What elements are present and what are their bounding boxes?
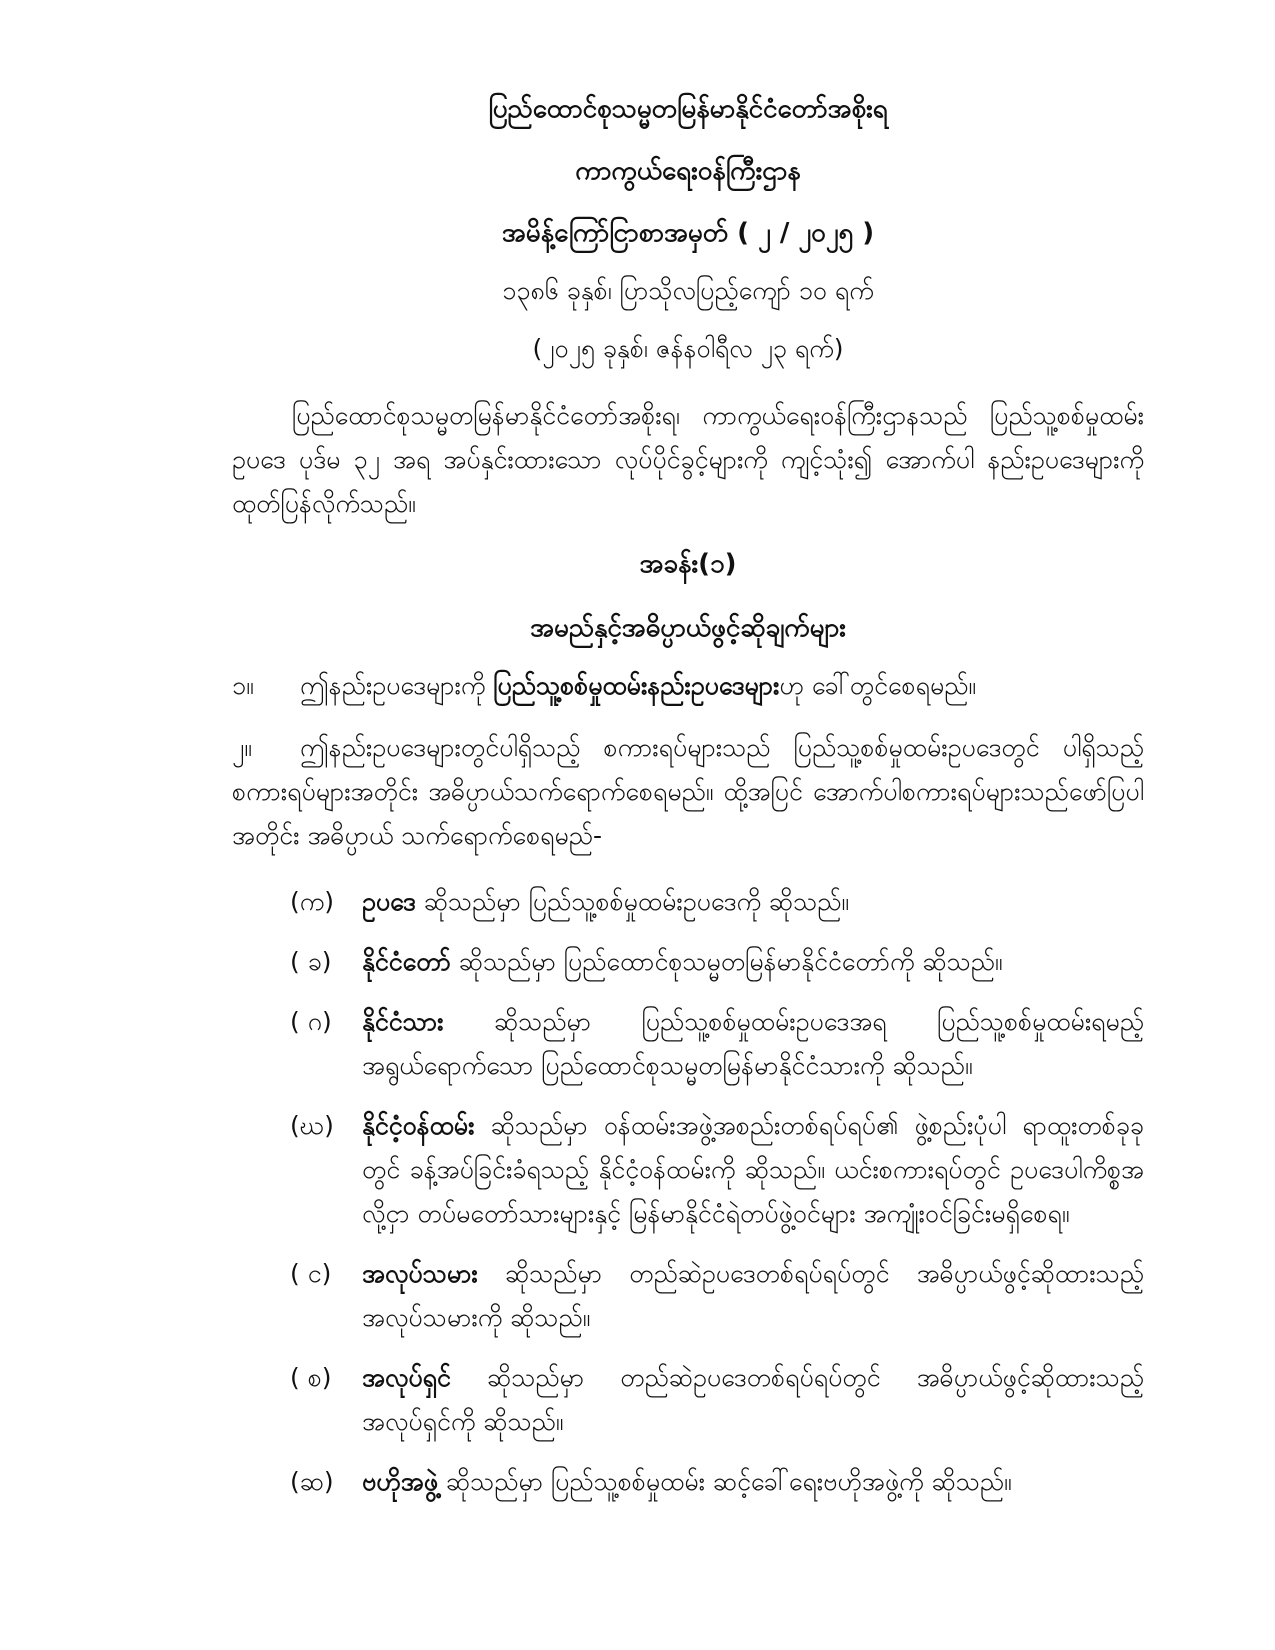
definition-item — [232, 1356, 1144, 1444]
section-number: ၁။ — [232, 671, 254, 700]
definition-label: (ဆ) — [290, 1467, 334, 1496]
definition-text: ဆိုသည်မှာ ဝန်ထမ်းအဖွဲ့အစည်းတစ်ရပ်ရပ်၏ ဖွဲ့စည်းပုံပါ ရာထူးတစ်ခုခုတွင် ခန့်အပ်ခြင်းခံရသည့် နိုင်ငံ့ဝန်ထမ်းကို ဆိုသည်။ ယင်းစကားရပ်တွင် ဥပဒေပါကိစ္စအလို့ငှာ တပ်မတော်သားများနှင့် မြန်မာနိုင်ငံရဲတပ်ဖွဲ့ဝင်များ အကျုံးဝင်ခြင်းမရှိစေရ။ — [362, 1111, 1144, 1228]
definition-item — [232, 1104, 1144, 1236]
section-text: ဤနည်းဥပဒေများတွင်ပါရှိသည့် စကားရပ်များသည် ပြည်သူ့စစ်မှုထမ်းဥပဒေတွင် ပါရှိသည့် စကားရပ်များအတိုင်း အဓိပ္ပာယ်သက်ရောက်စေရမည်။ ထို့အပြင် အောက်ပါစကားရပ်များသည်ဖော်ပြပါအတိုင်း အဓိပ္ပာယ် သက်ရောက်စေရမည်- — [232, 733, 1144, 850]
definition-text: ဆိုသည်မှာ တည်ဆဲဥပဒေတစ်ရပ်ရပ်တွင် အဓိပ္ပာယ်ဖွင့်ဆိုထားသည့် အလုပ်သမားကို ဆိုသည်။ — [362, 1259, 1144, 1332]
section-text: ဤနည်းဥပဒေများကို — [300, 671, 494, 700]
definition-term: အလုပ်ရှင် — [362, 1363, 451, 1392]
definition-label: ( ဂ) — [290, 1007, 332, 1036]
definition-label: (ဃ) — [290, 1111, 334, 1140]
section-number: ၂။ — [232, 733, 252, 762]
definition-text: ဆိုသည်မှာ ပြည်သူ့စစ်မှုထမ်းဥပဒေအရ ပြည်သူ့စစ်မှုထမ်းရမည့် အရွယ်ရောက်သော ပြည်ထောင်စုသမ္မတမြန်မာနိုင်ငံသားကို ဆိုသည်။ — [362, 1007, 1144, 1080]
section-1 — [232, 664, 1144, 708]
section-text: ဟု ခေါ်တွင်စေရမည်။ — [779, 671, 976, 700]
definition-term: နိုင်ငံတော် — [362, 947, 451, 976]
definition-term: အလုပ်သမား — [362, 1259, 478, 1288]
definition-label: (က) — [290, 887, 334, 916]
definition-label: ( င) — [290, 1259, 332, 1288]
date-myanmar: ၁၃၈၆ ခုနှစ်၊ ပြာသိုလပြည့်ကျော် ၁၀ ရက် — [502, 276, 874, 305]
definition-item — [232, 940, 1144, 984]
section-2 — [232, 726, 1144, 858]
date-gregorian: (၂၀၂၅ ခုနှစ်၊ ဇန်နဝါရီလ ၂၃ ရက်) — [532, 334, 844, 363]
definition-item — [232, 880, 1144, 924]
definition-text: ဆိုသည်မှာ ပြည်သူ့စစ်မှုထမ်းဥပဒေကို ဆိုသည်။ — [415, 887, 849, 916]
document-page — [232, 92, 1144, 1504]
definition-text: ဆိုသည်မှာ ပြည်သူ့စစ်မှုထမ်း ဆင့်ခေါ်ရေးဗဟိုအဖွဲ့ကို ဆိုသည်။ — [437, 1467, 1012, 1496]
definition-item — [232, 1252, 1144, 1340]
ministry-title: ကာကွယ်ရေးဝန်ကြီးဌာန — [575, 156, 801, 186]
definition-label: ( စ) — [290, 1363, 332, 1392]
definition-term: နိုင်ငံ့ဝန်ထမ်း — [362, 1111, 475, 1140]
definition-label: ( ခ) — [290, 947, 332, 976]
chapter-title: အမည်နှင့်အဓိပ္ပာယ်ဖွင့်ဆိုချက်များ — [530, 613, 846, 643]
chapter-number: အခန်း(၁) — [639, 549, 737, 579]
definition-item — [232, 1000, 1144, 1088]
definition-term: ဗဟိုအဖွဲ့ — [362, 1467, 438, 1496]
definitions-list — [232, 880, 1144, 1504]
rules-name: ပြည်သူ့စစ်မှုထမ်းနည်းဥပဒေများ — [493, 671, 780, 700]
government-title: ပြည်ထောင်စုသမ္မတမြန်မာနိုင်ငံတော်အစိုးရ — [488, 94, 888, 124]
definition-text: ဆိုသည်မှာ ပြည်ထောင်စုသမ္မတမြန်မာနိုင်ငံတော်ကို ဆိုသည်။ — [450, 947, 1003, 976]
definition-term: နိုင်ငံသား — [362, 1007, 444, 1036]
notification-number: အမိန့်ကြော်ငြာစာအမှတ် ( ၂ / ၂၀၂၅ ) — [501, 218, 875, 248]
definition-item — [232, 1460, 1144, 1504]
intro-paragraph: ပြည်ထောင်စုသမ္မတမြန်မာနိုင်ငံတော်အစိုးရ၊ ကာကွယ်ရေးဝန်ကြီးဌာနသည် ပြည်သူ့စစ်မှုထမ်းဥပဒေ ပုဒ်မ ၃၂ အရ အပ်နှင်းထားသော လုပ်ပိုင်ခွင့်များကို ကျင့်သုံး၍ အောက်ပါ နည်းဥပဒေများကို ထုတ်ပြန်လိုက်သည်။ — [232, 401, 1144, 518]
definition-term: ဥပဒေ — [362, 887, 416, 916]
definition-text: ဆိုသည်မှာ တည်ဆဲဥပဒေတစ်ရပ်ရပ်တွင် အဓိပ္ပာယ်ဖွင့်ဆိုထားသည့် အလုပ်ရှင်ကို ဆိုသည်။ — [362, 1363, 1144, 1436]
